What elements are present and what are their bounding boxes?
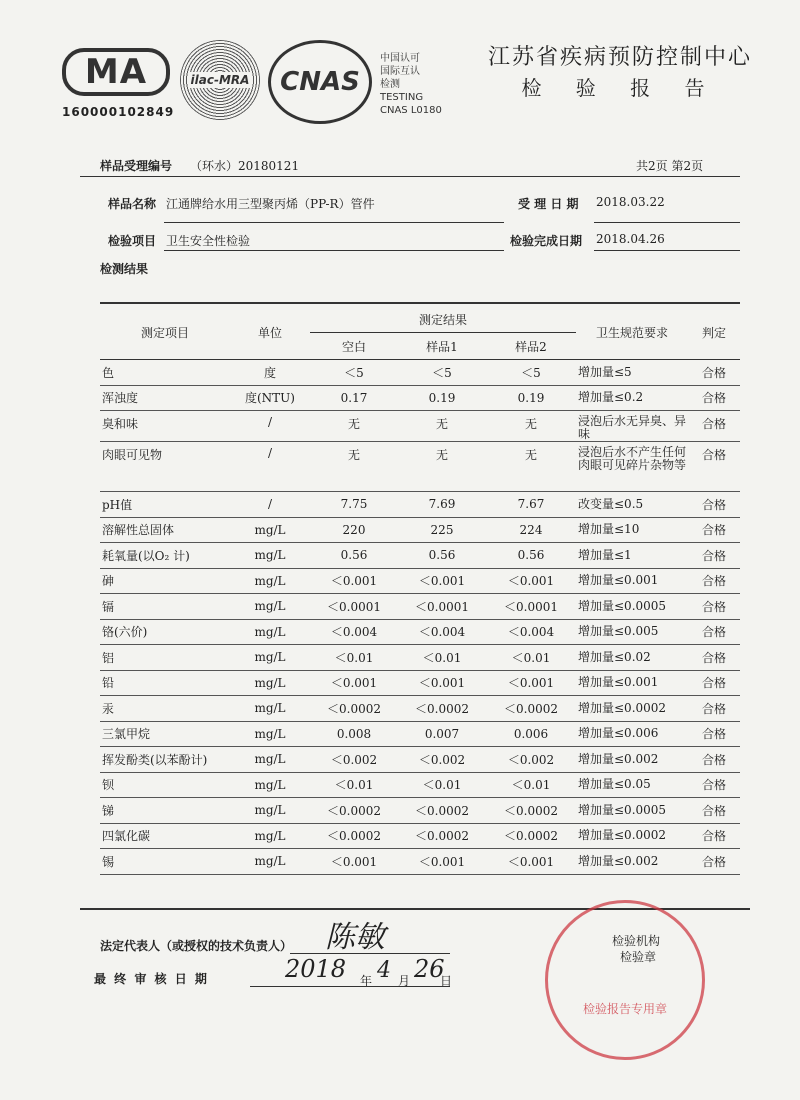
cell-sample1: ＜0.001 (418, 854, 466, 869)
date-underline (250, 986, 450, 987)
cell-blank: ＜0.0002 (327, 829, 381, 844)
table-row (100, 594, 740, 620)
cell-verdict: 合格 (701, 829, 726, 844)
cell-blank: ＜0.004 (330, 625, 378, 640)
cell-sample1: ＜0.0002 (415, 829, 469, 844)
cell-blank: ＜0.002 (330, 752, 378, 767)
cell-verdict: 合格 (701, 752, 726, 767)
cell-verdict: 合格 (701, 548, 726, 563)
signature: 陈敏 (325, 920, 385, 955)
cell-standard: 增加量≤0.05 (578, 777, 651, 792)
cell-verdict: 合格 (701, 650, 726, 665)
cell-unit: mg/L (254, 854, 286, 869)
cell-item: 锡 (102, 854, 115, 869)
underline (164, 250, 504, 251)
cell-item: 锑 (102, 803, 115, 818)
cell-blank: ＜0.001 (330, 574, 378, 589)
cell-item: 四氯化碳 (102, 829, 151, 844)
cell-item: 溶解性总固体 (102, 523, 175, 538)
accept-date-value: 2018.03.22 (596, 195, 665, 209)
cnas-accreditation-text: 中国认可 国际互认 检测 TESTING CNAS L0180 (380, 53, 442, 116)
day-unit: 日 (440, 974, 453, 988)
results-heading: 检测结果 (100, 262, 149, 276)
sample-name-value: 江通牌给水用三型聚丙烯（PP-R）管件 (166, 197, 375, 211)
cell-item: 砷 (102, 574, 115, 589)
cell-standard: 浸泡后水不产生任何肉眼可见碎片杂物等 (578, 445, 687, 472)
cell-blank: 0.008 (336, 726, 372, 741)
cma-number: 160000102849 (62, 105, 175, 119)
header-item: 测定项目 (140, 326, 189, 340)
cell-verdict: 合格 (701, 625, 726, 640)
final-review-label: 最 终 审 核 日 期 (94, 972, 209, 986)
cell-blank: 无 (347, 448, 360, 462)
cell-sample2: ＜0.0002 (504, 701, 558, 716)
cell-sample1: ＜0.004 (418, 625, 466, 640)
cell-sample1: 无 (435, 448, 448, 462)
table-row (100, 721, 740, 747)
cell-unit: 度(NTU) (245, 391, 295, 406)
header-unit: 单位 (257, 326, 282, 340)
cell-sample2: ＜0.01 (511, 650, 551, 665)
header-sample2: 样品2 (515, 339, 547, 354)
table-row (100, 492, 740, 518)
sample-no-label: 样品受理编号 (100, 159, 173, 173)
cell-sample1: 0.19 (428, 390, 456, 405)
cell-item: 臭和味 (102, 417, 139, 431)
cell-unit: mg/L (254, 599, 286, 614)
cell-standard: 增加量≤0.001 (578, 573, 659, 588)
test-item-value: 卫生安全性检验 (166, 234, 251, 248)
cell-unit: mg/L (254, 675, 286, 690)
cell-blank: ＜0.0002 (327, 803, 381, 818)
cell-unit: mg/L (254, 803, 286, 818)
cell-sample1: 225 (430, 522, 454, 537)
cell-sample2: 无 (524, 417, 537, 431)
cell-sample2: 0.19 (517, 390, 545, 405)
cell-verdict: 合格 (701, 497, 726, 512)
cell-blank: ＜0.01 (334, 778, 374, 793)
cell-sample2: ＜0.001 (507, 676, 555, 691)
cell-standard: 浸泡后水无异臭、异味 (578, 414, 687, 441)
cell-standard: 增加量≤0.005 (578, 624, 659, 639)
cell-standard: 增加量≤0.006 (578, 726, 659, 741)
cell-unit: 度 (263, 365, 276, 380)
table-row (100, 645, 740, 671)
cell-blank: 7.75 (340, 497, 368, 512)
cma-logo: MA (62, 48, 170, 96)
cell-item: 三氯甲烷 (102, 727, 151, 742)
organization-name: 江苏省疾病预防控制中心 (487, 45, 752, 70)
review-year: 2018 (285, 955, 347, 983)
accept-date-label: 受 理 日 期 (518, 197, 579, 211)
review-day: 26 (414, 955, 445, 983)
header-verdict: 判定 (701, 326, 726, 340)
cell-standard: 增加量≤10 (578, 522, 640, 537)
review-month: 4 (377, 958, 391, 983)
table-row (100, 619, 740, 645)
cell-sample2: ＜0.002 (507, 752, 555, 767)
cell-verdict: 合格 (701, 676, 726, 691)
cell-sample2: 无 (524, 448, 537, 462)
cell-unit: mg/L (254, 573, 286, 588)
cell-unit: / (267, 415, 273, 429)
cell-sample2: ＜0.0002 (504, 829, 558, 844)
cell-sample1: 无 (435, 417, 448, 431)
cell-unit: mg/L (254, 624, 286, 639)
cell-standard: 增加量≤0.001 (578, 675, 659, 690)
cell-item: 汞 (102, 701, 115, 716)
cell-blank: ＜5 (344, 365, 364, 380)
cell-unit: mg/L (254, 752, 286, 767)
cell-standard: 增加量≤0.2 (578, 390, 644, 405)
cell-sample1: 7.69 (428, 497, 456, 512)
cell-item: pH值 (102, 497, 133, 512)
table-row (100, 568, 740, 594)
seal-text: 检验报告专用章 (582, 1002, 667, 1016)
header-sample1: 样品1 (426, 339, 458, 354)
table-row (100, 517, 740, 543)
complete-date-label: 检验完成日期 (510, 234, 583, 248)
table-row (100, 442, 740, 492)
legal-rep-label: 法定代表人（或授权的技术负责人） (100, 939, 293, 953)
table-row (100, 798, 740, 824)
cell-sample2: 0.56 (517, 548, 545, 563)
results-table (100, 306, 740, 875)
cell-blank: ＜0.001 (330, 854, 378, 869)
sample-no-value: （环水）20180121 (190, 159, 300, 173)
table-row (100, 849, 740, 875)
underline (594, 250, 740, 251)
cell-sample1: ＜0.001 (418, 676, 466, 691)
cell-verdict: 合格 (701, 448, 726, 462)
cell-sample2: 7.67 (517, 497, 545, 512)
seal-label: 检验章 (620, 950, 657, 964)
cell-verdict: 合格 (701, 803, 726, 818)
cell-item: 浑浊度 (102, 391, 139, 406)
cell-sample1: ＜0.0002 (415, 701, 469, 716)
sample-name-label: 样品名称 (108, 197, 157, 211)
table-row (100, 747, 740, 773)
results-body (100, 360, 740, 875)
cell-standard: 增加量≤0.0005 (578, 802, 667, 817)
cell-item: 色 (102, 365, 115, 380)
cell-standard: 增加量≤0.0002 (578, 828, 667, 843)
complete-date-value: 2018.04.26 (596, 232, 665, 246)
cell-item: 铝 (102, 650, 115, 665)
cell-standard: 增加量≤0.0005 (578, 598, 667, 613)
report-title: 检 验 报 告 (521, 76, 719, 100)
cell-verdict: 合格 (701, 778, 726, 793)
cell-sample2: ＜0.004 (507, 625, 555, 640)
underline (594, 222, 740, 223)
cell-item: 挥发酚类(以苯酚计) (102, 752, 208, 767)
cell-sample2: 0.006 (513, 726, 549, 741)
divider (80, 176, 740, 177)
cell-sample2: ＜0.001 (507, 854, 555, 869)
cell-unit: mg/L (254, 548, 286, 563)
table-row (100, 543, 740, 569)
cell-verdict: 合格 (701, 599, 726, 614)
official-seal (545, 900, 705, 1060)
cell-blank: ＜0.001 (330, 676, 378, 691)
cell-item: 肉眼可见物 (102, 448, 163, 462)
cell-sample1: ＜0.01 (422, 650, 462, 665)
cell-blank: 0.17 (340, 390, 368, 405)
cell-sample1: ＜0.0002 (415, 803, 469, 818)
cell-verdict: 合格 (701, 727, 726, 742)
cnas-logo: CNAS (268, 40, 372, 124)
cell-unit: mg/L (254, 650, 286, 665)
cell-unit: / (267, 446, 273, 460)
table-row (100, 696, 740, 722)
year-unit: 年 (360, 974, 373, 988)
cell-sample1: ＜0.002 (418, 752, 466, 767)
header-measured: 测定结果 (310, 306, 576, 333)
cell-item: 铬(六价) (102, 625, 148, 640)
cell-sample2: ＜0.0001 (504, 599, 558, 614)
cell-standard: 增加量≤1 (578, 547, 632, 562)
cell-blank: ＜0.01 (334, 650, 374, 665)
cell-standard: 改变量≤0.5 (578, 496, 644, 511)
cell-verdict: 合格 (701, 391, 726, 406)
cell-blank: ＜0.0002 (327, 701, 381, 716)
header-blank: 空白 (341, 339, 366, 354)
cell-item: 耗氧量(以O₂ 计) (102, 548, 190, 563)
table-row (100, 772, 740, 798)
cell-item: 钡 (102, 778, 115, 793)
cell-unit: mg/L (254, 726, 286, 741)
cell-sample2: ＜0.0002 (504, 803, 558, 818)
cell-item: 铅 (102, 676, 115, 691)
signature-underline (290, 953, 450, 954)
test-item-label: 检验项目 (108, 234, 157, 248)
table-row (100, 360, 740, 386)
cell-blank: ＜0.0001 (327, 599, 381, 614)
cell-standard: 增加量≤0.02 (578, 649, 651, 664)
cell-unit: / (267, 497, 273, 512)
table-row (100, 385, 740, 411)
cell-sample2: ＜0.01 (511, 778, 551, 793)
month-unit: 月 (398, 974, 411, 988)
cell-verdict: 合格 (701, 417, 726, 431)
cell-sample2: ＜5 (521, 365, 541, 380)
cell-unit: mg/L (254, 701, 286, 716)
cell-blank: 0.56 (340, 548, 368, 563)
cell-verdict: 合格 (701, 574, 726, 589)
cell-sample1: 0.56 (428, 548, 456, 563)
table-row (100, 670, 740, 696)
cell-standard: 增加量≤0.002 (578, 751, 659, 766)
cell-verdict: 合格 (701, 523, 726, 538)
cell-verdict: 合格 (701, 365, 726, 380)
cell-sample1: ＜0.01 (422, 778, 462, 793)
cell-verdict: 合格 (701, 701, 726, 716)
cell-sample1: 0.007 (424, 726, 460, 741)
cell-unit: mg/L (254, 777, 286, 792)
cell-standard: 增加量≤0.002 (578, 853, 659, 868)
table-row (100, 411, 740, 442)
cell-standard: 增加量≤5 (578, 364, 632, 379)
page-info: 共2页 第2页 (636, 159, 704, 173)
cell-sample2: 224 (519, 522, 543, 537)
cell-blank: 无 (347, 417, 360, 431)
cell-standard: 增加量≤0.0002 (578, 700, 667, 715)
cell-unit: mg/L (254, 828, 286, 843)
cell-sample2: ＜0.001 (507, 574, 555, 589)
cell-unit: mg/L (254, 522, 286, 537)
cell-sample1: ＜5 (432, 365, 452, 380)
table-top-rule (100, 302, 740, 304)
cell-verdict: 合格 (701, 854, 726, 869)
cell-sample1: ＜0.0001 (415, 599, 469, 614)
header-standard: 卫生规范要求 (595, 326, 668, 340)
underline (164, 222, 504, 223)
cell-item: 镉 (102, 599, 115, 614)
agency-label: 检验机构 (612, 934, 661, 948)
table-row (100, 823, 740, 849)
cell-blank: 220 (342, 522, 366, 537)
ilac-mra-logo: ilac-MRA (180, 40, 260, 120)
cell-sample1: ＜0.001 (418, 574, 466, 589)
